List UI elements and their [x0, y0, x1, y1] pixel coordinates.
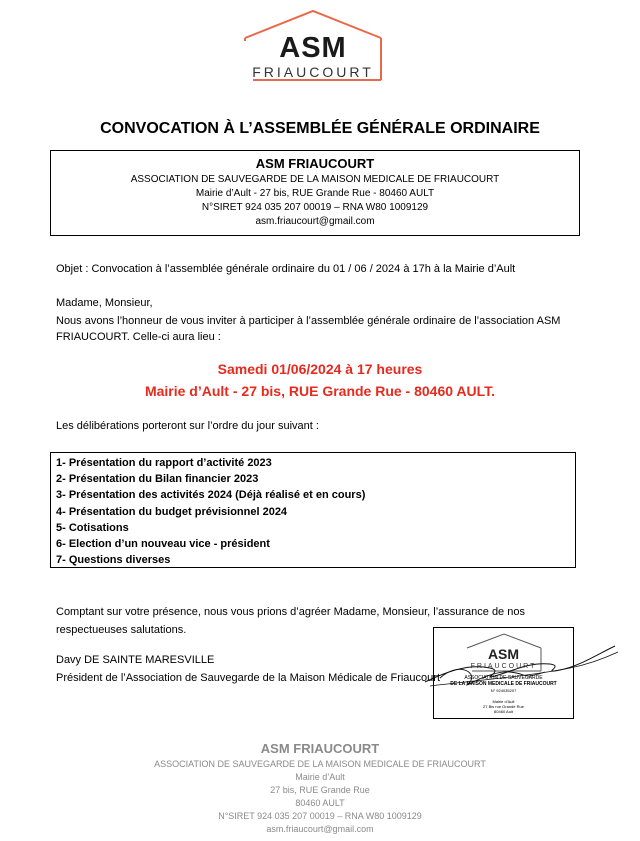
page-footer — [0, 741, 640, 834]
footer-address-1: Mairie d’Ault — [295, 772, 345, 782]
footer-full-name: ASSOCIATION DE SAUVEGARDE DE LA MAISON MEDICALE DE FRIAUCOURT — [154, 759, 486, 769]
stamp-address-3: 80460 Ault — [494, 709, 513, 714]
stamp-address-1: Mairie d’Ault — [492, 699, 515, 704]
signatory-name: Davy DE SAINTE MARESVILLE — [56, 654, 215, 666]
agenda-item: 2- Présentation du Bilan financier 2023 — [56, 473, 259, 486]
logo-subtitle: FRIAUCOURT — [252, 64, 374, 80]
agenda-item: 3- Présentation des activités 2024 (Déjà réalisé et en cours) — [56, 489, 366, 502]
footer-siret: N°SIRET 924 035 207 00019 – RNA W80 1009129 — [218, 811, 422, 821]
association-email: asm.friaucourt@gmail.com — [255, 216, 375, 227]
agenda-item: 6- Election d’un nouveau vice - président — [56, 538, 270, 551]
stamp-line-1: ASSOCIATION DE SAUVEGARDE — [464, 675, 543, 681]
association-address: Mairie d’Ault - 27 bis, RUE Grande Rue - 80460 AULT — [195, 188, 435, 199]
agenda-box — [50, 452, 576, 568]
event-place: Mairie d’Ault - 27 bis, RUE Grande Rue - 80460 AULT. — [144, 383, 496, 399]
agenda-item: 4- Présentation du budget prévisionnel 2024 — [56, 505, 288, 518]
deliberations-intro: Les délibérations porteront sur l’ordre du jour suivant : — [56, 420, 319, 432]
association-header-box — [50, 150, 580, 236]
association-name: ASM FRIAUCOURT — [255, 156, 375, 171]
closing-line-2: respectueuses salutations. — [56, 624, 187, 636]
intro-paragraph: Nous avons l’honneur de vous inviter à participer à l’assemblée générale ordinaire de l’association ASM FRIAUCOURT. Celle-ci aura lieu : — [56, 315, 561, 343]
asm-logo — [243, 8, 383, 82]
event-date: Samedi 01/06/2024 à 17 heures — [217, 361, 423, 377]
stamp-line-2: DE LA MAISON MEDICALE DE FRIAUCOURT — [450, 681, 557, 687]
stamp-name: ASM — [487, 646, 520, 662]
document-title: CONVOCATION À L’ASSEMBLÉE GÉNÉRALE ORDINAIRE — [100, 120, 540, 137]
association-full-name: ASSOCIATION DE SAUVEGARDE DE LA MAISON MEDICALE DE FRIAUCOURT — [130, 174, 500, 185]
logo-name: ASM — [279, 32, 347, 64]
signatory-role: Président de l’Association de Sauvegarde de la Maison Médicale de Friaucourt — [56, 672, 440, 684]
handwritten-signature — [420, 640, 620, 700]
agenda-item: 1- Présentation du rapport d’activité 2023 — [56, 457, 272, 469]
subject-line: Objet : Convocation à l’assemblée générale ordinaire du 01 / 06 / 2024 à 17h à la Mairie d’Ault — [56, 263, 516, 275]
association-siret: N°SIRET 924 035 207 00019 – RNA W80 1009129 — [201, 202, 429, 213]
footer-email: asm.friaucourt@gmail.com — [266, 824, 374, 834]
footer-address-2: 27 bis, RUE Grande Rue — [270, 785, 370, 795]
footer-name: ASM FRIAUCOURT — [260, 741, 380, 756]
greeting: Madame, Monsieur, — [56, 297, 153, 309]
footer-address-3: 80460 AULT — [295, 798, 345, 808]
stamp-siret: N° 924035207 — [490, 688, 517, 693]
agenda-item: 5- Cotisations — [56, 521, 129, 534]
agenda-item: 7- Questions diverses — [56, 554, 171, 567]
closing-line-1: Comptant sur votre présence, nous vous prions d’agréer Madame, Monsieur, l’assurance de nos — [56, 606, 525, 618]
stamp-address-2: 27 Bis rue Grande Rue — [483, 704, 524, 709]
stamp-subtitle: FRIAUCOURT — [470, 663, 537, 670]
